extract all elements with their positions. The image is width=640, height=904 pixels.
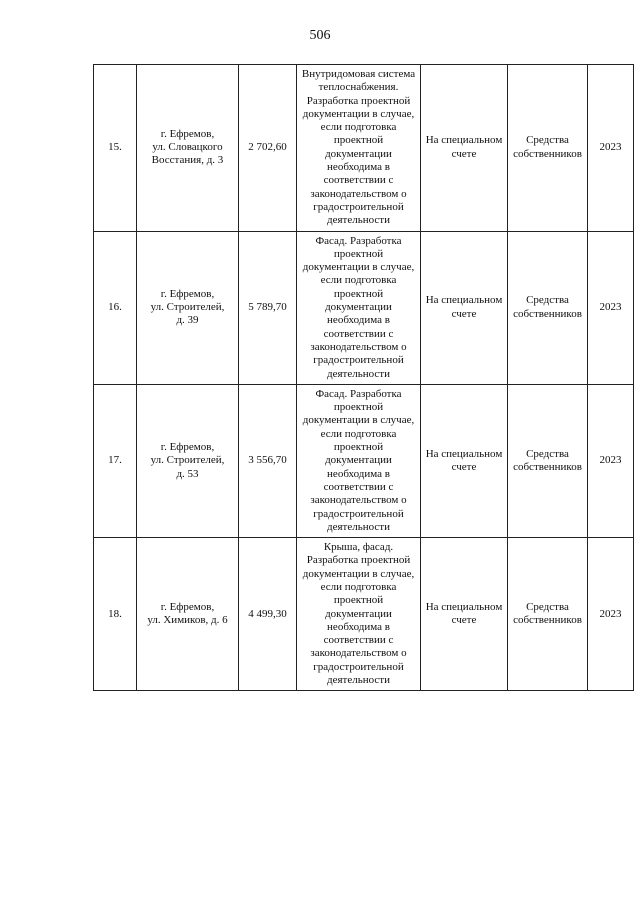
funding-source-cell	[508, 538, 588, 691]
funding-source-text: Средства собственников	[513, 447, 582, 473]
year-value: 2023	[599, 301, 622, 314]
cost-cell	[239, 384, 297, 537]
table-row	[94, 538, 634, 691]
housing-program-table	[93, 64, 634, 691]
funding-source-cell	[508, 384, 588, 537]
work-type-text: Фасад. Разработка проектной документации в случае, если подготовка проектной документации необходима в соответствии с законодательством о градостроительной деятельности	[302, 387, 415, 533]
address-cell	[137, 231, 239, 384]
address-text: г. Ефремов, ул. Строителей, д. 53	[150, 441, 225, 480]
cost-cell	[239, 65, 297, 232]
work-type-text: Внутридомовая система теплоснабжения. Разработка проектной документации в случае, если подготовка проектной документации необходима в соответствии с законодательством о градостроительной деятельности	[301, 68, 416, 227]
work-type-text: Фасад. Разработка проектной документации в случае, если подготовка проектной документации необходима в соответствии с законодательством о градостроительной деятельности	[302, 234, 415, 380]
table-row	[94, 231, 634, 384]
row-number-cell	[94, 65, 137, 232]
address-cell	[137, 384, 239, 537]
row-number: 16.	[108, 301, 122, 314]
work-type-cell	[297, 384, 421, 537]
account-text: На специальном счете	[425, 447, 503, 473]
row-number-cell	[94, 384, 137, 537]
year-cell	[588, 384, 634, 537]
funding-source-text: Средства собственников	[513, 294, 582, 320]
address-cell	[137, 538, 239, 691]
cost-value: 3 556,70	[248, 454, 287, 467]
work-type-cell	[297, 231, 421, 384]
row-number: 17.	[108, 454, 122, 467]
account-text: На специальном счете	[425, 294, 503, 320]
row-number: 18.	[108, 607, 122, 620]
address-text: г. Ефремов, ул. Химиков, д. 6	[147, 600, 228, 627]
year-value: 2023	[599, 607, 622, 620]
account-text: На специальном счете	[425, 134, 503, 160]
account-cell	[421, 538, 508, 691]
row-number: 15.	[108, 141, 122, 154]
account-cell	[421, 384, 508, 537]
work-type-cell	[297, 65, 421, 232]
cost-value: 4 499,30	[248, 607, 287, 620]
address-cell	[137, 65, 239, 232]
work-type-cell	[297, 538, 421, 691]
funding-source-cell	[508, 231, 588, 384]
table-row	[94, 65, 634, 232]
account-cell	[421, 231, 508, 384]
page-number: 506	[309, 28, 331, 43]
year-cell	[588, 231, 634, 384]
row-number-cell	[94, 231, 137, 384]
funding-source-text: Средства собственников	[513, 600, 582, 627]
year-value: 2023	[599, 141, 622, 154]
table-row	[94, 384, 634, 537]
cost-cell	[239, 231, 297, 384]
address-text: г. Ефремов, ул. Словацкого Восстания, д. 3	[151, 127, 224, 167]
year-cell	[588, 65, 634, 232]
work-type-text: Крыша, фасад. Разработка проектной документации в случае, если подготовка проектной документации необходима в соответствии с законодательством о градостроительной деятельности	[302, 541, 415, 687]
year-cell	[588, 538, 634, 691]
account-cell	[421, 65, 508, 232]
address-text: г. Ефремов, ул. Строителей, д. 39	[150, 287, 225, 327]
cost-value: 2 702,60	[248, 141, 287, 154]
account-text: На специальном счете	[425, 600, 503, 627]
row-number-cell	[94, 538, 137, 691]
funding-source-cell	[508, 65, 588, 232]
funding-source-text: Средства собственников	[513, 134, 582, 160]
cost-value: 5 789,70	[248, 301, 287, 314]
year-value: 2023	[599, 454, 622, 467]
cost-cell	[239, 538, 297, 691]
